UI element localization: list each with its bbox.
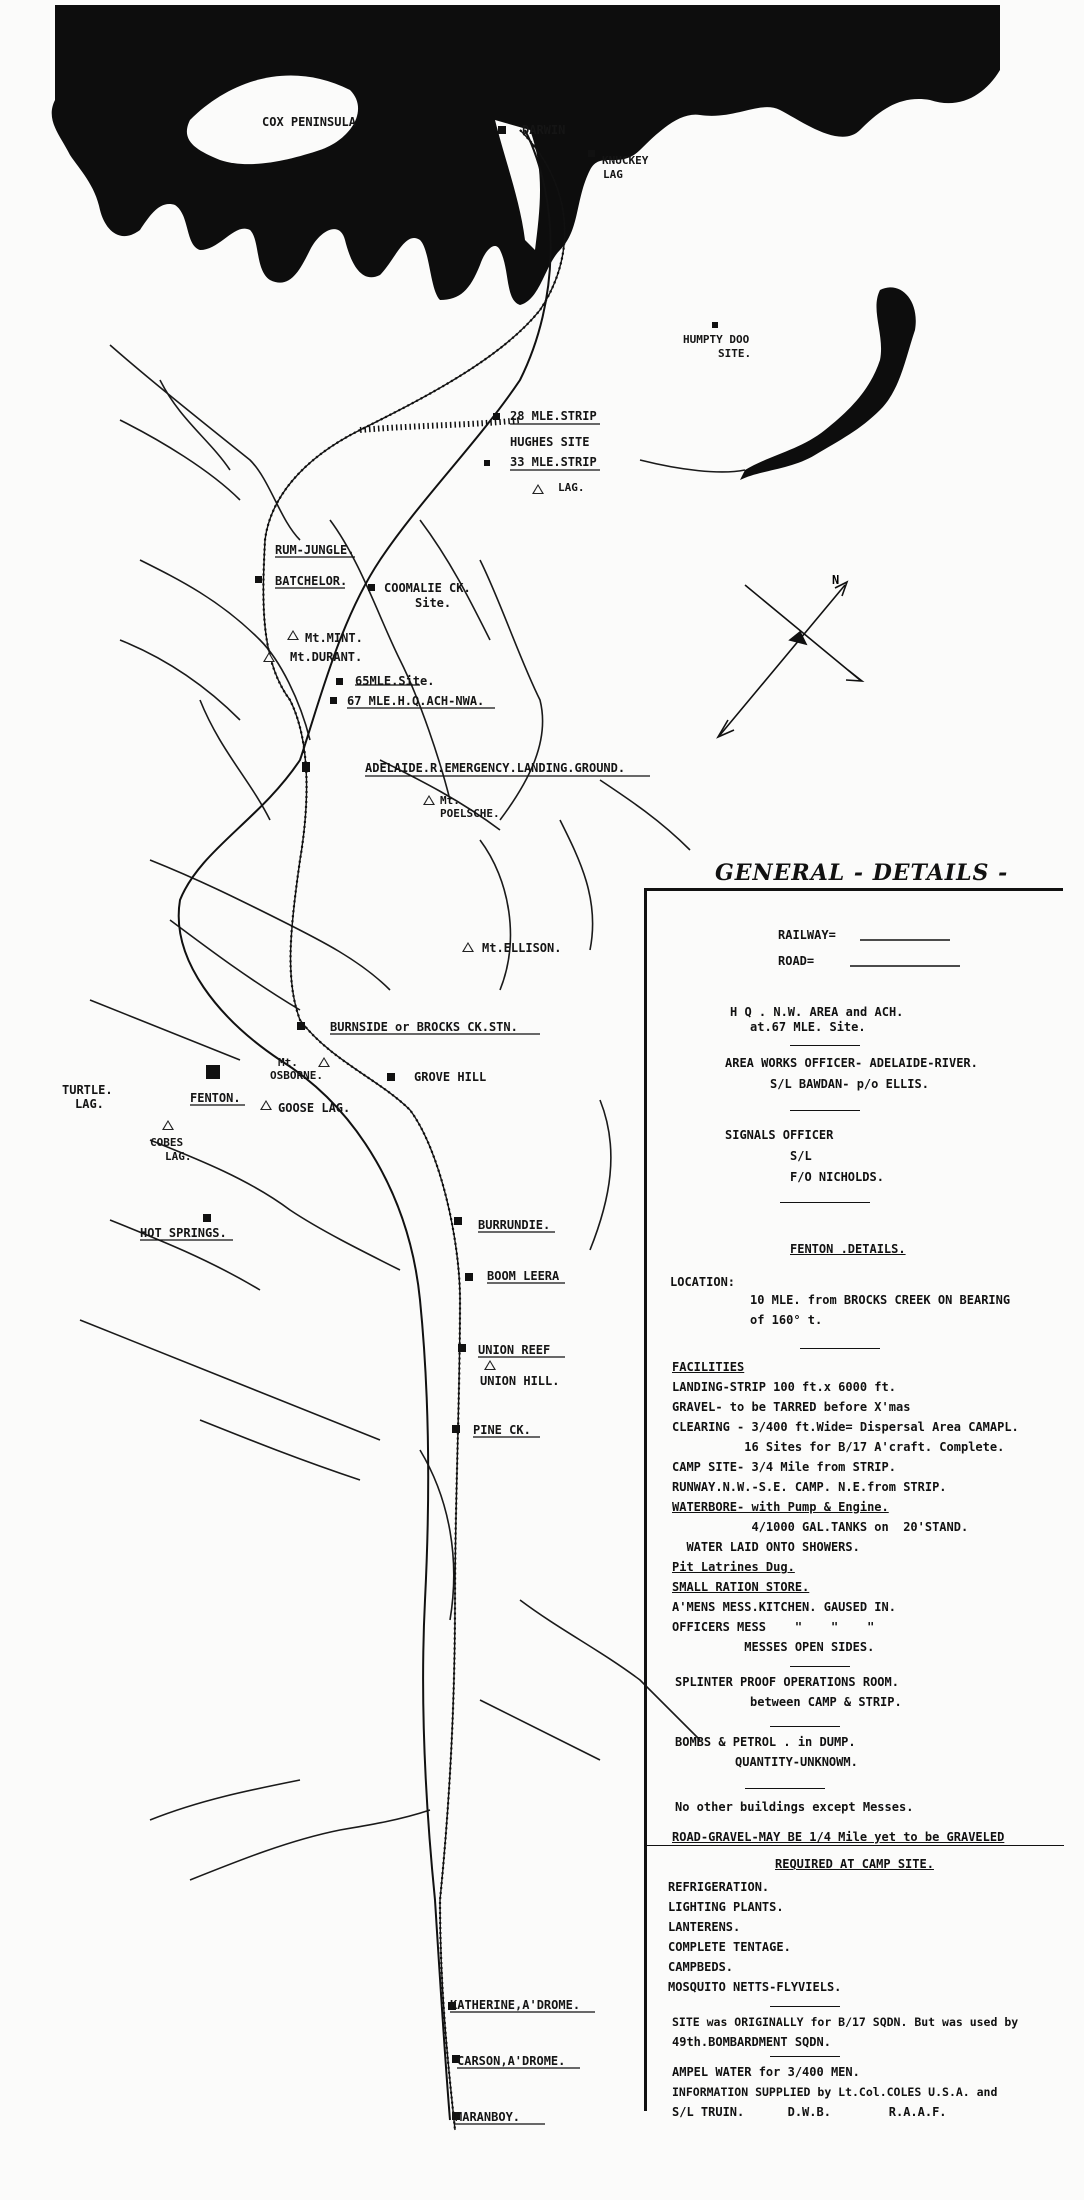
- label-hot-springs: HOT SPRINGS.: [140, 1226, 227, 1240]
- site-line-1: SITE was ORIGINALLY for B/17 SQDN. But was used by: [672, 2015, 1019, 2029]
- info-line-1: INFORMATION SUPPLIED by Lt.Col.COLES U.S.A. and: [672, 2085, 998, 2099]
- label-28-mle-strip: 28 MLE.STRIP: [510, 409, 597, 423]
- label-humpty-doo-site: SITE.: [718, 347, 752, 360]
- mt-poelsche-marker: [423, 795, 435, 805]
- label-union-hill: UNION HILL.: [480, 1374, 560, 1388]
- facility-item: SMALL RATION STORE.: [672, 1580, 810, 1594]
- facility-item: 16 Sites for B/17 A'craft. Complete.: [672, 1440, 1005, 1454]
- label-hughes-site: HUGHES SITE: [510, 435, 590, 449]
- rule: [800, 1348, 880, 1349]
- mt-mint-marker: [287, 630, 299, 640]
- label-mt-osborne-1: Mt.: [278, 1056, 298, 1069]
- road-gravel-note: ROAD-GRAVEL-MAY BE 1/4 Mile yet to be GRAVELED: [672, 1830, 1005, 1844]
- facility-item: 4/1000 GAL.TANKS on 20'STAND.: [672, 1520, 969, 1534]
- rule: [790, 1666, 850, 1667]
- label-turtle-lag: LAG.: [75, 1097, 104, 1111]
- general-details-panel: [640, 860, 1070, 2140]
- works-line-2: S/L BAWDAN- p/o ELLIS.: [770, 1077, 929, 1091]
- label-goose-lag: GOOSE LAG.: [278, 1101, 351, 1115]
- compass-rose: [718, 582, 862, 737]
- label-67mle-hq: 67 MLE.H.Q.ACH-NWA.: [347, 694, 485, 708]
- label-burnside: BURNSIDE or BROCKS CK.STN.: [330, 1020, 518, 1034]
- facility-item: RUNWAY.N.W.-S.E. CAMP. N.E.from STRIP.: [672, 1480, 947, 1494]
- splinter-line-2: between CAMP & STRIP.: [750, 1695, 902, 1709]
- label-knuckey-lag: LAG: [603, 168, 623, 181]
- fenton-marker: [206, 1065, 220, 1079]
- coomalie-marker: [368, 584, 375, 591]
- facility-item: Pit Latrines Dug.: [672, 1560, 795, 1574]
- railway-line: [263, 130, 564, 2130]
- facility-item: GRAVEL- to be TARRED before X'mas: [672, 1400, 911, 1414]
- facility-item: WATER LAID ONTO SHOWERS.: [672, 1540, 860, 1554]
- rule: [770, 2056, 840, 2057]
- humpty-doo-marker: [712, 322, 718, 328]
- label-boom-leera: BOOM LEERA: [487, 1269, 560, 1283]
- label-65mle-site: 65MLE.Site.: [355, 674, 435, 688]
- label-mt-durant: Mt.DURANT.: [290, 650, 363, 664]
- facility-item: OFFICERS MESS " " ": [672, 1620, 875, 1634]
- location-line-2: of 160° t.: [750, 1313, 823, 1327]
- required-item: CAMPBEDS.: [668, 1960, 734, 1974]
- mt-osborne-marker: [318, 1057, 330, 1067]
- required-heading: REQUIRED AT CAMP SITE.: [775, 1857, 934, 1871]
- splinter-line-1: SPLINTER PROOF OPERATIONS ROOM.: [675, 1675, 899, 1689]
- estuary-arm: [740, 287, 916, 480]
- batchelor-marker: [255, 576, 262, 583]
- location-line-1: 10 MLE. from BROCKS CREEK ON BEARING: [750, 1293, 1011, 1307]
- rule: [745, 1788, 825, 1789]
- rule: [644, 1845, 1064, 1846]
- label-33-mle-strip: 33 MLE.STRIP: [510, 455, 597, 469]
- label-cobes-lag: LAG.: [165, 1150, 192, 1163]
- facility-item: CAMP SITE- 3/4 Mile from STRIP.: [672, 1460, 896, 1474]
- rule: [770, 2006, 840, 2007]
- label-coomalie-site: Site.: [415, 596, 452, 610]
- facilities-heading: FACILITIES: [672, 1360, 745, 1374]
- label-union-reef: UNION REEF: [478, 1343, 551, 1357]
- fenton-heading: FENTON .DETAILS.: [790, 1242, 906, 1256]
- rule: [770, 1726, 840, 1727]
- rule: [780, 1202, 870, 1203]
- label-mt-mint: Mt.MINT.: [305, 631, 363, 645]
- label-mt-poelsche-2: POELSCHE.: [440, 807, 500, 820]
- knuckey-marker: [588, 150, 595, 157]
- compass-north: N: [832, 573, 840, 587]
- required-item: COMPLETE TENTAGE.: [668, 1940, 791, 1954]
- bombs-line-2: QUANTITY-UNKNOWM.: [735, 1755, 858, 1769]
- rule: [790, 1045, 860, 1046]
- required-item: REFRIGERATION.: [668, 1880, 770, 1894]
- label-cobes: COBES: [150, 1136, 184, 1149]
- label-mt-osborne-2: OSBORNE.: [270, 1069, 323, 1082]
- label-maranboy: MARANBOY.: [455, 2110, 521, 2124]
- burnside-marker: [297, 1022, 305, 1030]
- pine-ck-marker: [452, 1425, 460, 1433]
- label-darwin: DARWIN: [522, 123, 566, 137]
- bombs-line-1: BOMBS & PETROL . in DUMP.: [675, 1735, 856, 1749]
- darwin-marker: [498, 126, 506, 134]
- no-buildings-note: No other buildings except Messes.: [675, 1800, 914, 1814]
- works-line-1: AREA WORKS OFFICER- ADELAIDE-RIVER.: [725, 1056, 978, 1070]
- hq-line-1: H Q . N.W. AREA and ACH.: [730, 1005, 904, 1019]
- rule: [790, 1110, 860, 1111]
- label-adelaide-river: ADELAIDE.R.EMERGENCY.LANDING.GROUND.: [365, 761, 626, 775]
- site-line-2: 49th.BOMBARDMENT SQDN.: [672, 2035, 831, 2049]
- railway-branch: [360, 420, 520, 430]
- union-reef-marker: [458, 1344, 466, 1352]
- legend-road-label: ROAD=: [778, 954, 815, 968]
- label-grove-hill: GROVE HILL: [414, 1070, 487, 1084]
- label-lag: LAG.: [558, 481, 585, 494]
- lag-marker: [532, 484, 544, 494]
- required-item: LANTERENS.: [668, 1920, 741, 1934]
- burrundie-marker: [454, 1217, 462, 1225]
- label-knuckey: KNUCKEY: [602, 154, 649, 167]
- strip28-marker: [493, 413, 500, 420]
- boom-leera-marker: [465, 1273, 473, 1281]
- required-item: LIGHTING PLANTS.: [668, 1900, 784, 1914]
- signals-line-2: S/L: [790, 1149, 812, 1163]
- goose-lag-marker: [260, 1100, 272, 1110]
- required-item: MOSQUITO NETTS-FLYVIELS.: [668, 1980, 842, 1994]
- label-rum-jungle: RUM-JUNGLE.: [275, 543, 355, 557]
- label-carson: CARSON,A'DROME.: [457, 2054, 566, 2068]
- hq-line-2: at.67 MLE. Site.: [750, 1020, 866, 1034]
- site65-marker: [336, 678, 343, 685]
- label-fenton: FENTON.: [190, 1091, 241, 1105]
- label-batchelor: BATCHELOR.: [275, 574, 348, 588]
- legend-railway-label: RAILWAY=: [778, 928, 836, 942]
- union-hill-marker: [484, 1360, 496, 1370]
- label-mt-poelsche-1: Mt.: [440, 794, 460, 807]
- label-pine-ck: PINE CK.: [473, 1423, 531, 1437]
- site67-marker: [330, 697, 337, 704]
- label-coomalie: COOMALIE CK.: [384, 581, 471, 595]
- facility-item: MESSES OPEN SIDES.: [672, 1640, 875, 1654]
- label-turtle: TURTLE.: [62, 1083, 113, 1097]
- facility-item: A'MENS MESS.KITCHEN. GAUSED IN.: [672, 1600, 896, 1614]
- signals-line-3: F/O NICHOLDS.: [790, 1170, 884, 1184]
- label-burrundie: BURRUNDIE.: [478, 1218, 551, 1232]
- grove-hill-marker: [387, 1073, 395, 1081]
- label-mt-ellison: Mt.ELLISON.: [482, 941, 562, 955]
- facility-item: WATERBORE- with Pump & Engine.: [672, 1500, 889, 1514]
- adelaide-marker: [302, 762, 310, 772]
- details-title: GENERAL - DETAILS -: [715, 860, 1009, 886]
- label-humpty-doo: HUMPTY DOO: [683, 333, 750, 346]
- facility-item: CLEARING - 3/400 ft.Wide= Dispersal Area CAMAPL.: [672, 1420, 1019, 1434]
- hot-springs-marker: [203, 1214, 211, 1222]
- info-line-2: S/L TRUIN. D.W.B. R.A.A.F.: [672, 2105, 947, 2119]
- mt-durant-marker: [263, 652, 275, 662]
- cobes-lag-marker: [162, 1120, 174, 1130]
- location-label: LOCATION:: [670, 1275, 736, 1289]
- facility-item: LANDING-STRIP 100 ft.x 6000 ft.: [672, 1380, 896, 1394]
- ampel-water: AMPEL WATER for 3/400 MEN.: [672, 2065, 860, 2079]
- mt-ellison-marker: [462, 942, 474, 952]
- signals-line-1: SIGNALS OFFICER: [725, 1128, 834, 1142]
- label-katherine: KATHERINE,A'DROME.: [450, 1998, 581, 2012]
- label-cox-peninsula: COX PENINSULA: [262, 115, 356, 129]
- strip33-marker: [484, 460, 490, 466]
